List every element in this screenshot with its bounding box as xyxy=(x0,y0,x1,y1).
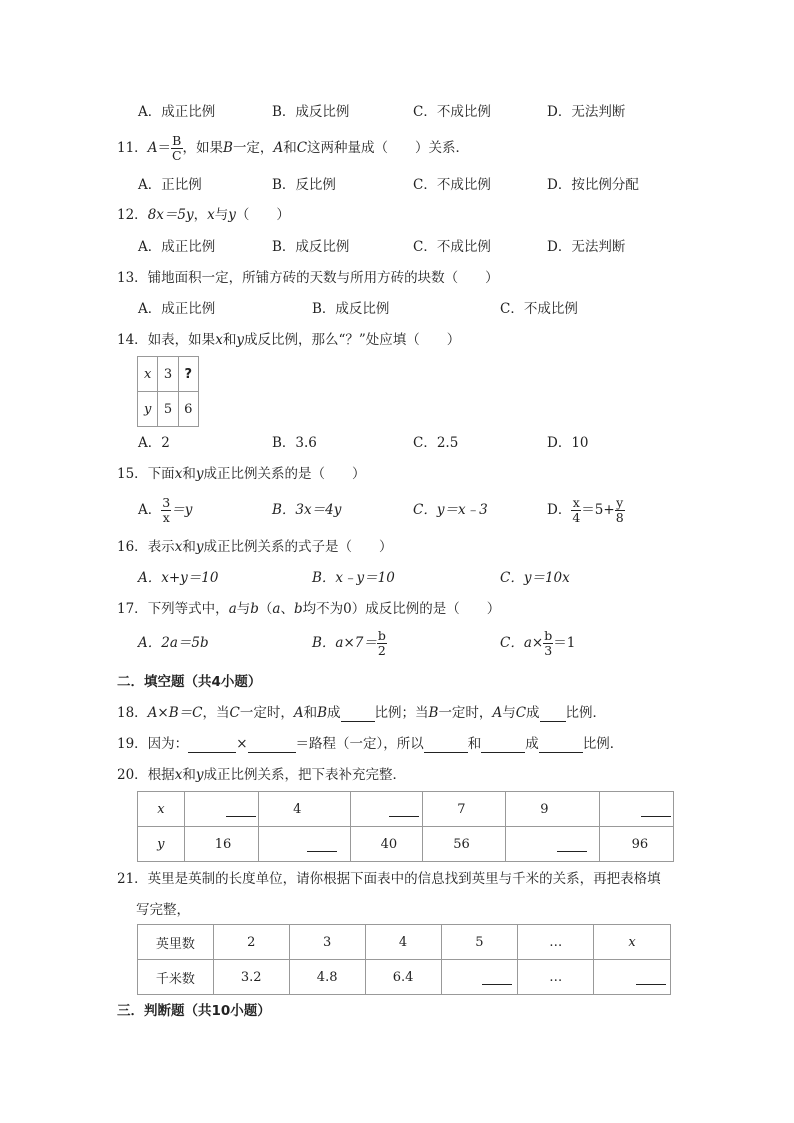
q15-stem xyxy=(117,465,365,483)
answer-blank[interactable] xyxy=(540,707,566,722)
table-cell: 千米数 xyxy=(138,960,214,995)
q21-stem-line2: 写完整， xyxy=(136,902,190,918)
table-cell: 9 xyxy=(506,792,599,827)
var: a xyxy=(228,601,237,617)
text: 成正比例关系，把下表补充完整． xyxy=(203,767,406,783)
q12-option-b: B．成反比例 xyxy=(272,239,350,255)
table-cell: … xyxy=(518,925,594,960)
table-cell: 96 xyxy=(599,827,673,862)
frac-den: 4 xyxy=(572,510,581,525)
var: x xyxy=(174,767,183,783)
var: A xyxy=(492,705,503,721)
q15-option-b: B．3x＝4y xyxy=(272,502,342,518)
q16-stem xyxy=(117,538,392,556)
text: 和 xyxy=(222,332,237,348)
var: C xyxy=(515,705,527,721)
question-number: 20． xyxy=(117,767,148,783)
table-cell-blank[interactable] xyxy=(350,792,423,827)
fraction-b-over-c xyxy=(171,134,183,163)
q21-stem-line1: 21．英里是英制的长度单位，请你根据下面表中的信息找到英里与千米的关系，再把表格填 xyxy=(117,871,661,887)
q15-option-a xyxy=(138,493,192,527)
text: 与 xyxy=(502,705,516,721)
text: ＝路程（一定），所以 xyxy=(295,736,424,752)
eq-sign: ＝ xyxy=(157,140,171,156)
text: 成反比例，那么“？”处应填（ ） xyxy=(243,332,461,348)
answer-blank[interactable] xyxy=(539,738,583,753)
text: 如表，如果 xyxy=(147,332,216,348)
var: b xyxy=(250,601,259,617)
frac-num: y xyxy=(616,495,624,510)
table-cell: ? xyxy=(178,357,198,392)
question-number: 11． xyxy=(117,140,148,156)
text: 和 xyxy=(283,140,297,156)
text: 成正比例关系的式子是（ ） xyxy=(203,539,393,555)
question-number: 19．因为： xyxy=(117,736,189,752)
table-row xyxy=(138,960,671,995)
answer-blank[interactable] xyxy=(188,738,236,753)
text: 一定时， xyxy=(438,705,493,721)
question-number: 15． xyxy=(117,466,148,482)
expression: A×B＝C xyxy=(147,705,203,721)
table-cell-blank[interactable] xyxy=(184,792,258,827)
var: x xyxy=(174,466,183,482)
text: 一定时， xyxy=(239,705,294,721)
table-cell: 4 xyxy=(365,925,441,960)
q11-option-b: B．反比例 xyxy=(272,177,336,193)
text: 下面 xyxy=(147,466,175,482)
fraction-y-over-8 xyxy=(615,496,625,525)
text: 与 xyxy=(236,601,251,617)
frac-num: 3 xyxy=(162,495,171,510)
frac-den: 3 xyxy=(544,643,553,658)
answer-blank[interactable] xyxy=(424,738,468,753)
expression: ＝y xyxy=(171,502,193,518)
var: y xyxy=(195,767,204,783)
text: 与 xyxy=(214,207,229,223)
table-cell: … xyxy=(518,960,594,995)
q11-option-d: D．按比例分配 xyxy=(547,177,639,193)
section-heading-fill-in: 二．填空题（共4小题） xyxy=(117,674,262,690)
table-cell-blank[interactable] xyxy=(594,960,671,995)
table-cell: 4 xyxy=(259,792,351,827)
question-number: 16． xyxy=(117,539,148,555)
var: y xyxy=(236,332,244,348)
q20-stem xyxy=(117,766,406,784)
var: C xyxy=(296,140,308,156)
var: B xyxy=(428,705,439,721)
q12-stem xyxy=(117,206,290,224)
q12-option-d: D．无法判断 xyxy=(547,239,626,255)
text: × xyxy=(236,736,248,752)
var: C xyxy=(229,705,240,721)
table-cell: 56 xyxy=(423,827,506,862)
q12-option-a: A．成正比例 xyxy=(138,239,216,255)
frac-num: b xyxy=(544,628,553,643)
text: ， xyxy=(193,207,208,223)
q14-option-a: A．2 xyxy=(138,435,170,451)
frac-den: 2 xyxy=(377,643,386,658)
option-label: D． xyxy=(547,502,572,518)
table-cell: 40 xyxy=(350,827,423,862)
expression: 8x＝5y xyxy=(147,207,194,223)
text: （ ） xyxy=(235,207,290,223)
q16-option-c: C．y＝10x xyxy=(500,570,570,586)
q13-option-a: A．成正比例 xyxy=(138,301,216,317)
text: 表示 xyxy=(147,539,175,555)
q16-option-a: A．x+y＝10 xyxy=(138,570,219,586)
fraction-x-over-4 xyxy=(571,496,581,525)
table-row xyxy=(138,827,674,862)
fraction-3-over-x xyxy=(161,496,171,525)
text: 一定， xyxy=(232,140,274,156)
q14-option-d: D．10 xyxy=(547,435,589,451)
text: 和 xyxy=(303,705,318,721)
q14-stem xyxy=(117,331,460,349)
q17-option-b xyxy=(312,626,387,660)
question-number: 18． xyxy=(117,705,148,721)
var: a xyxy=(272,601,281,617)
table-row xyxy=(138,792,674,827)
frac-den: x xyxy=(162,510,170,525)
q14-option-b: B．3.6 xyxy=(272,435,317,451)
text: 均不为0）成反比例的是（ ） xyxy=(302,601,501,617)
text: ，当 xyxy=(202,705,230,721)
q11-stem xyxy=(117,131,469,165)
q16-option-b: B．x﹣y＝10 xyxy=(312,570,395,586)
text: ，如果 xyxy=(182,140,224,156)
fraction-b-over-3 xyxy=(543,629,553,658)
text: 成 xyxy=(525,736,539,752)
q10-option-b: B．成反比例 xyxy=(272,104,350,120)
table-cell: x xyxy=(138,357,158,392)
question-number: 12． xyxy=(117,207,148,223)
table-cell: 5 xyxy=(158,392,178,427)
text: 、 xyxy=(280,601,294,617)
frac-num: x xyxy=(572,495,580,510)
q20-table xyxy=(137,791,674,862)
option-label: B．a×7＝ xyxy=(312,635,377,651)
text: 这两种量成（ ）关系． xyxy=(307,140,470,156)
q14-option-c: C．2.5 xyxy=(413,435,459,451)
frac-den: C xyxy=(171,148,182,163)
q11-option-c: C．不成比例 xyxy=(413,177,491,193)
text: 比例． xyxy=(582,736,624,752)
q13-option-c: C．不成比例 xyxy=(500,301,578,317)
text: 成正比例关系的是（ ） xyxy=(203,466,366,482)
section-heading-true-false: 三．判断题（共10小题） xyxy=(117,1003,271,1019)
table-cell: x xyxy=(594,925,671,960)
table-cell-blank[interactable] xyxy=(441,960,518,995)
answer-blank[interactable] xyxy=(341,707,375,722)
q12-option-c: C．不成比例 xyxy=(413,239,491,255)
table-cell: x xyxy=(138,792,185,827)
table-cell: 3 xyxy=(289,925,365,960)
expression: ＝1 xyxy=(553,635,576,651)
q18-stem xyxy=(117,704,606,722)
text: 和 xyxy=(182,539,196,555)
var: x xyxy=(207,207,215,223)
table-cell: 3 xyxy=(158,357,178,392)
text: 和 xyxy=(182,767,196,783)
var: x xyxy=(215,332,223,348)
text: 根据 xyxy=(147,767,175,783)
table-cell: 英里数 xyxy=(138,925,214,960)
frac-den: 8 xyxy=(615,510,624,525)
text: 比例；当 xyxy=(374,705,429,721)
answer-blank[interactable] xyxy=(481,738,525,753)
text: 成 xyxy=(526,705,540,721)
var: y xyxy=(195,466,204,482)
q13-option-b: B．成反比例 xyxy=(312,301,390,317)
var: B xyxy=(317,705,328,721)
table-cell: y xyxy=(138,827,185,862)
text: 比例． xyxy=(565,705,607,721)
q17-stem xyxy=(117,600,500,618)
option-label: C．a× xyxy=(500,635,544,651)
var: y xyxy=(228,207,236,223)
frac-num: B xyxy=(172,133,182,148)
text: 和 xyxy=(182,466,196,482)
table-cell-blank[interactable] xyxy=(506,827,599,862)
table-cell: 5 xyxy=(441,925,518,960)
table-cell: 3.2 xyxy=(213,960,289,995)
var: y xyxy=(195,539,204,555)
q13-stem: 13．铺地面积一定，所铺方砖的天数与所用方砖的块数（ ） xyxy=(117,270,499,286)
var: A xyxy=(273,140,284,156)
text: 下列等式中， xyxy=(147,601,229,617)
table-cell: 6 xyxy=(178,392,198,427)
question-number: 17． xyxy=(117,601,148,617)
table-cell: 16 xyxy=(184,827,258,862)
var: A xyxy=(293,705,304,721)
table-row xyxy=(138,925,671,960)
text: （ xyxy=(258,601,273,617)
q11-option-a: A．正比例 xyxy=(138,177,202,193)
answer-blank[interactable] xyxy=(248,738,296,753)
table-cell: 6.4 xyxy=(365,960,441,995)
q10-option-d: D．无法判断 xyxy=(547,104,626,120)
q14-table xyxy=(137,356,199,427)
text: 和 xyxy=(467,736,482,752)
table-cell-blank[interactable] xyxy=(599,792,673,827)
var: x xyxy=(174,539,183,555)
q17-option-a: A．2a＝5b xyxy=(138,635,209,651)
var: B xyxy=(223,140,233,156)
var: A xyxy=(147,140,158,156)
var: b xyxy=(293,601,303,617)
question-number: 14． xyxy=(117,332,148,348)
q15-option-d xyxy=(547,493,625,527)
q19-stem xyxy=(117,735,623,753)
table-cell: 2 xyxy=(213,925,289,960)
q21-table xyxy=(137,924,671,995)
option-label: A． xyxy=(138,502,162,518)
table-cell: 4.8 xyxy=(289,960,365,995)
q15-option-c: C．y＝x﹣3 xyxy=(413,502,488,518)
q17-option-c xyxy=(500,626,575,660)
q10-option-a: A．成正比例 xyxy=(138,104,216,120)
fraction-b-over-2 xyxy=(377,629,387,658)
table-cell: y xyxy=(138,392,158,427)
q10-option-c: C．不成比例 xyxy=(413,104,491,120)
frac-num: b xyxy=(377,628,386,643)
table-cell: 7 xyxy=(423,792,506,827)
table-cell-blank[interactable] xyxy=(259,827,351,862)
expression: ＝5+ xyxy=(581,502,615,518)
text: 成 xyxy=(327,705,341,721)
